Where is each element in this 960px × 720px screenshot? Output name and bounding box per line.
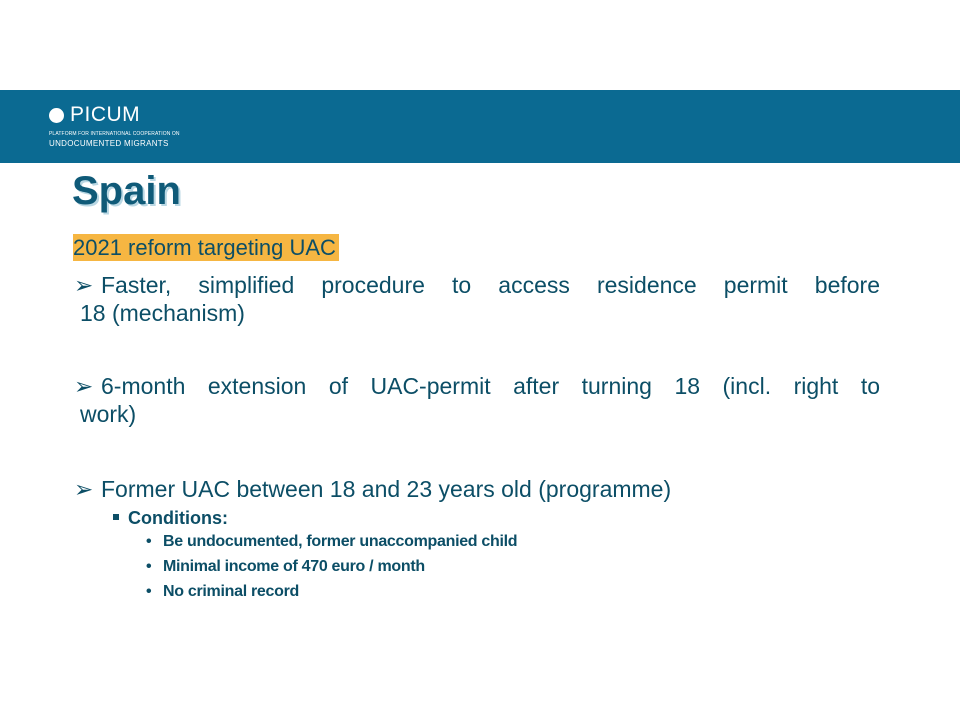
bullet-1-line-2: 18 (mechanism) xyxy=(80,300,245,326)
condition-text: No criminal record xyxy=(163,583,299,600)
arrow-bullet-icon: ➢ xyxy=(74,476,94,502)
logo-tagline-2: UNDOCUMENTED MIGRANTS xyxy=(49,139,169,148)
logo-name: PICUM xyxy=(70,103,141,126)
dot-bullet-icon: • xyxy=(146,583,152,600)
bullet-3 xyxy=(74,475,880,503)
bullet-2 xyxy=(74,372,880,428)
bullet-2-line-1: 6-month extension of UAC-permit after turning 18 (incl. right to xyxy=(101,373,880,399)
conditions-heading xyxy=(113,507,228,529)
bullet-1 xyxy=(74,271,880,327)
bullet-2-line-2: work) xyxy=(80,401,137,427)
dot-bullet-icon: • xyxy=(146,558,152,575)
slide-title: Spain xyxy=(72,169,181,213)
logo-tagline-1: PLATFORM FOR INTERNATIONAL COOPERATION ON xyxy=(49,131,180,137)
condition-item xyxy=(146,557,425,577)
bullet-1-line-1: Faster, simplified procedure to access residence permit before xyxy=(101,272,880,298)
dot-bullet-icon: • xyxy=(146,533,152,550)
square-bullet-icon xyxy=(113,514,119,520)
condition-text: Minimal income of 470 euro / month xyxy=(163,558,425,575)
condition-item xyxy=(146,582,299,602)
condition-item xyxy=(146,532,517,552)
conditions-label: Conditions: xyxy=(128,508,228,528)
logo-dot-icon xyxy=(49,108,64,123)
picum-logo xyxy=(49,104,180,148)
condition-text: Be undocumented, former unaccompanied child xyxy=(163,533,518,550)
bullet-3-line-1: Former UAC between 18 and 23 years old (programme) xyxy=(101,476,672,502)
header-banner xyxy=(0,90,960,163)
arrow-bullet-icon: ➢ xyxy=(74,272,94,298)
arrow-bullet-icon: ➢ xyxy=(74,373,94,399)
slide-subtitle: 2021 reform targeting UAC xyxy=(73,234,339,261)
